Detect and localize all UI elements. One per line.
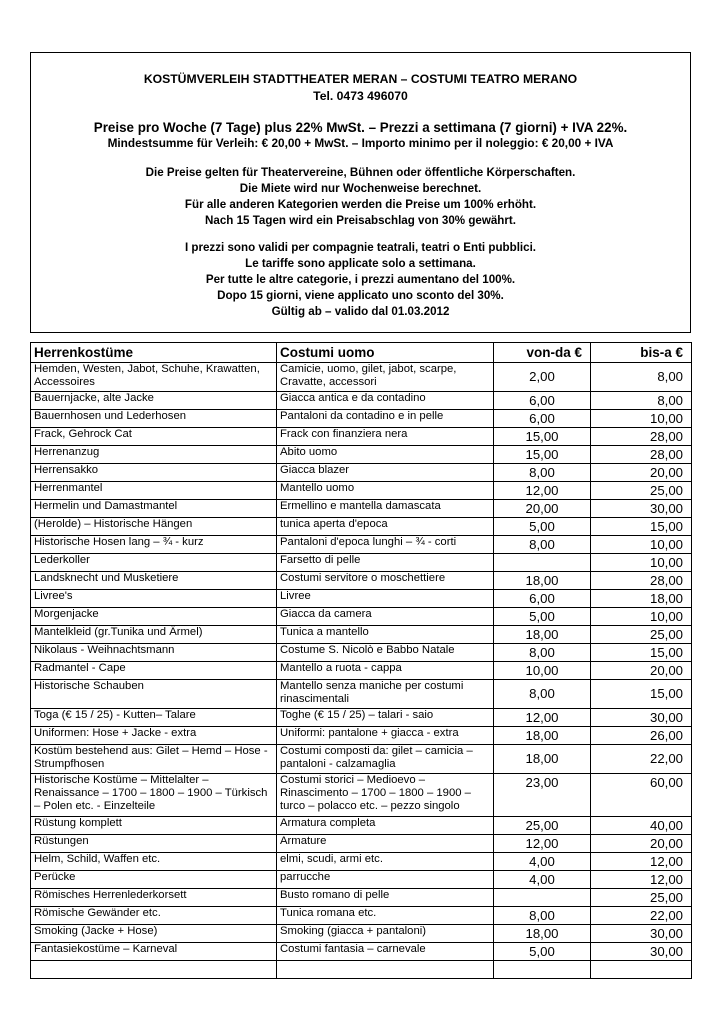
cell-bis-a: 30,00 <box>591 925 692 943</box>
cell-bis-a: 30,00 <box>591 500 692 518</box>
table-row <box>31 644 692 662</box>
cell-bis-a: 20,00 <box>591 464 692 482</box>
cell-italian: parrucche <box>277 871 494 889</box>
cell-german: Smoking (Jacke + Hose) <box>31 925 277 943</box>
cell-german: Römische Gewänder etc. <box>31 907 277 925</box>
cell-german: Rüstung komplett <box>31 817 277 835</box>
cell-von-da: 23,00 <box>494 774 591 817</box>
cell-von-da: 15,00 <box>494 446 591 464</box>
cell-bis-a: 30,00 <box>591 943 692 961</box>
cell-von-da: 20,00 <box>494 500 591 518</box>
cell-italian: Pantaloni da contadino e in pelle <box>277 410 494 428</box>
cell-bis-a: 26,00 <box>591 727 692 745</box>
cell-von-da: 18,00 <box>494 626 591 644</box>
table-header-row <box>31 343 692 363</box>
cell-german: Morgenjacke <box>31 608 277 626</box>
table-row <box>31 662 692 680</box>
cell-german: Herrensakko <box>31 464 277 482</box>
cell-italian: Farsetto di pelle <box>277 554 494 572</box>
cell-von-da: 5,00 <box>494 518 591 536</box>
cell-bis-a: 25,00 <box>591 482 692 500</box>
cell-italian: Costumi servitore o moschettiere <box>277 572 494 590</box>
cell-italian: Uniformi: pantalone + giacca - extra <box>277 727 494 745</box>
cell-von-da: 6,00 <box>494 392 591 410</box>
table-row <box>31 680 692 709</box>
table-row <box>31 774 692 817</box>
cell-bis-a: 60,00 <box>591 774 692 817</box>
cell-bis-a: 28,00 <box>591 446 692 464</box>
table-row <box>31 871 692 889</box>
cell-german: Hermelin und Damastmantel <box>31 500 277 518</box>
cell-italian: Tunica a mantello <box>277 626 494 644</box>
cell-italian: Costumi fantasia – carnevale <box>277 943 494 961</box>
cell-von-da: 4,00 <box>494 871 591 889</box>
italian-note-4: Dopo 15 giorni, viene applicato uno sconto del 30%. <box>217 289 504 302</box>
table-row <box>31 363 692 392</box>
cell-german: Herrenmantel <box>31 482 277 500</box>
cell-german: Livree's <box>31 590 277 608</box>
cell-bis-a: 15,00 <box>591 680 692 709</box>
cell-german <box>31 961 277 979</box>
cell-german: Herrenanzug <box>31 446 277 464</box>
table-row <box>31 817 692 835</box>
cell-italian: Smoking (giacca + pantaloni) <box>277 925 494 943</box>
cell-bis-a: 15,00 <box>591 518 692 536</box>
cell-bis-a: 22,00 <box>591 907 692 925</box>
table-row <box>31 853 692 871</box>
cell-von-da: 6,00 <box>494 410 591 428</box>
cell-von-da: 12,00 <box>494 709 591 727</box>
cell-von-da: 8,00 <box>494 464 591 482</box>
cell-bis-a: 20,00 <box>591 662 692 680</box>
cell-von-da <box>494 554 591 572</box>
german-note-4: Nach 15 Tagen wird ein Preisabschlag von 30% gewährt. <box>205 214 516 227</box>
weekly-price-line: Preise pro Woche (7 Tage) plus 22% MwSt. – Prezzi a settimana (7 giorni) + IVA 22%. <box>93 120 628 135</box>
table-row <box>31 518 692 536</box>
cell-bis-a: 28,00 <box>591 428 692 446</box>
cell-bis-a: 12,00 <box>591 853 692 871</box>
cell-german: Bauernhosen und Lederhosen <box>31 410 277 428</box>
table-row <box>31 410 692 428</box>
cell-italian: Livree <box>277 590 494 608</box>
cell-von-da: 18,00 <box>494 745 591 774</box>
table-row <box>31 943 692 961</box>
table-row <box>31 536 692 554</box>
cell-german: Historische Kostüme – Mittelalter – Renaissance – 1700 – 1800 – 1900 – Türkisch – Polen etc. - Einzelteile <box>31 774 277 817</box>
header-herrenkostume: Herrenkostüme <box>31 343 277 363</box>
table-row <box>31 392 692 410</box>
cell-german: Hemden, Westen, Jabot, Schuhe, Krawatten, Accessoires <box>31 363 277 392</box>
table-row <box>31 572 692 590</box>
cell-bis-a: 25,00 <box>591 889 692 907</box>
cell-german: Historische Schauben <box>31 680 277 709</box>
cell-german: (Herolde) – Historische Hängen <box>31 518 277 536</box>
cell-italian: Costumi storici – Medioevo – Rinascimento – 1700 – 1800 – 1900 – turco – polacco etc. – pezzo singolo <box>277 774 494 817</box>
cell-italian: Armature <box>277 835 494 853</box>
german-note-2: Die Miete wird nur Wochenweise berechnet. <box>239 182 482 195</box>
table-row <box>31 907 692 925</box>
cell-german: Mantelkleid (gr.Tunika und Ärmel) <box>31 626 277 644</box>
cell-von-da: 2,00 <box>494 363 591 392</box>
cell-von-da: 8,00 <box>494 907 591 925</box>
cell-german: Landsknecht und Musketiere <box>31 572 277 590</box>
cell-bis-a: 25,00 <box>591 626 692 644</box>
cell-italian: Mantello senza maniche per costumi rinascimentali <box>277 680 494 709</box>
cell-italian: Mantello a ruota - cappa <box>277 662 494 680</box>
cell-von-da: 8,00 <box>494 644 591 662</box>
cell-bis-a: 10,00 <box>591 608 692 626</box>
cell-von-da: 6,00 <box>494 590 591 608</box>
table-row <box>31 745 692 774</box>
cell-german: Nikolaus - Weihnachtsmann <box>31 644 277 662</box>
cell-italian: Giacca antica e da contadino <box>277 392 494 410</box>
cell-von-da: 18,00 <box>494 727 591 745</box>
cell-von-da: 10,00 <box>494 662 591 680</box>
cell-bis-a: 28,00 <box>591 572 692 590</box>
cell-italian <box>277 961 494 979</box>
cell-bis-a: 10,00 <box>591 554 692 572</box>
german-note-3: Für alle anderen Kategorien werden die Preise um 100% erhöht. <box>184 198 537 211</box>
cell-german: Bauernjacke, alte Jacke <box>31 392 277 410</box>
cell-italian: Abito uomo <box>277 446 494 464</box>
table-row <box>31 961 692 979</box>
header-costumi-uomo: Costumi uomo <box>277 343 494 363</box>
cell-bis-a: 18,00 <box>591 590 692 608</box>
cell-von-da <box>494 961 591 979</box>
cell-von-da: 18,00 <box>494 925 591 943</box>
cell-italian: Busto romano di pelle <box>277 889 494 907</box>
table-row <box>31 727 692 745</box>
cell-von-da: 18,00 <box>494 572 591 590</box>
cell-von-da: 15,00 <box>494 428 591 446</box>
table-row <box>31 554 692 572</box>
cell-von-da: 4,00 <box>494 853 591 871</box>
italian-note-3: Per tutte le altre categorie, i prezzi aumentano del 100%. <box>205 273 516 286</box>
header-bis-a: bis-a € <box>591 343 692 363</box>
table-row <box>31 482 692 500</box>
cell-bis-a: 22,00 <box>591 745 692 774</box>
cell-bis-a: 40,00 <box>591 817 692 835</box>
cell-german: Fantasiekostüme – Karneval <box>31 943 277 961</box>
cell-italian: Armatura completa <box>277 817 494 835</box>
table-row <box>31 626 692 644</box>
cell-bis-a: 8,00 <box>591 392 692 410</box>
cell-bis-a: 12,00 <box>591 871 692 889</box>
cell-italian: Pantaloni d'epoca lunghi – ¾ - corti <box>277 536 494 554</box>
table-row <box>31 500 692 518</box>
german-note-1: Die Preise gelten für Theatervereine, Bühnen oder öffentliche Körperschaften. <box>145 166 576 179</box>
cell-von-da: 8,00 <box>494 680 591 709</box>
theater-title: KOSTÜMVERLEIH STADTTHEATER MERAN – COSTUMI TEATRO MERANO <box>143 72 578 86</box>
cell-bis-a: 30,00 <box>591 709 692 727</box>
cell-von-da <box>494 889 591 907</box>
header-von-da: von-da € <box>494 343 591 363</box>
cell-german: Radmantel - Cape <box>31 662 277 680</box>
table-row <box>31 709 692 727</box>
price-table <box>30 342 692 979</box>
table-row <box>31 889 692 907</box>
cell-italian: Toghe (€ 15 / 25) – talari - saio <box>277 709 494 727</box>
cell-von-da: 8,00 <box>494 536 591 554</box>
price-table-body <box>31 363 692 979</box>
cell-italian: Costumi composti da: gilet – camicia – pantaloni - calzamaglia <box>277 745 494 774</box>
cell-bis-a: 10,00 <box>591 536 692 554</box>
table-row <box>31 925 692 943</box>
table-row <box>31 590 692 608</box>
cell-italian: Costume S. Nicolò e Babbo Natale <box>277 644 494 662</box>
cell-von-da: 25,00 <box>494 817 591 835</box>
cell-german: Helm, Schild, Waffen etc. <box>31 853 277 871</box>
cell-italian: Ermellino e mantella damascata <box>277 500 494 518</box>
cell-german: Perücke <box>31 871 277 889</box>
table-row <box>31 428 692 446</box>
cell-bis-a: 20,00 <box>591 835 692 853</box>
cell-german: Historische Hosen lang – ¾ - kurz <box>31 536 277 554</box>
table-row <box>31 608 692 626</box>
valid-from-line: Gültig ab – valido dal 01.03.2012 <box>271 305 450 318</box>
cell-italian: Giacca da camera <box>277 608 494 626</box>
cell-italian: Tunica romana etc. <box>277 907 494 925</box>
italian-note-1: I prezzi sono validi per compagnie teatrali, teatri o Enti pubblici. <box>184 241 537 254</box>
table-row <box>31 446 692 464</box>
cell-italian: Mantello uomo <box>277 482 494 500</box>
cell-italian: elmi, scudi, armi etc. <box>277 853 494 871</box>
cell-italian: Frack con finanziera nera <box>277 428 494 446</box>
cell-german: Rüstungen <box>31 835 277 853</box>
cell-italian: Giacca blazer <box>277 464 494 482</box>
cell-von-da: 5,00 <box>494 608 591 626</box>
cell-italian: Camicie, uomo, gilet, jabot, scarpe, Cravatte, accessori <box>277 363 494 392</box>
cell-german: Lederkoller <box>31 554 277 572</box>
cell-bis-a <box>591 961 692 979</box>
cell-german: Uniformen: Hose + Jacke - extra <box>31 727 277 745</box>
cell-german: Frack, Gehrock Cat <box>31 428 277 446</box>
cell-bis-a: 8,00 <box>591 363 692 392</box>
cell-von-da: 5,00 <box>494 943 591 961</box>
cell-von-da: 12,00 <box>494 835 591 853</box>
cell-bis-a: 10,00 <box>591 410 692 428</box>
cell-italian: tunica aperta d'epoca <box>277 518 494 536</box>
table-row <box>31 464 692 482</box>
cell-german: Kostüm bestehend aus: Gilet – Hemd – Hose - Strumpfhosen <box>31 745 277 774</box>
phone-number: Tel. 0473 496070 <box>313 89 408 103</box>
cell-von-da: 12,00 <box>494 482 591 500</box>
italian-note-2: Le tariffe sono applicate solo a settimana. <box>245 257 476 270</box>
table-row <box>31 835 692 853</box>
cell-german: Römisches Herrenlederkorsett <box>31 889 277 907</box>
price-notice-box <box>30 52 691 333</box>
cell-german: Toga (€ 15 / 25) - Kutten– Talare <box>31 709 277 727</box>
cell-bis-a: 15,00 <box>591 644 692 662</box>
minimum-amount-line: Mindestsumme für Verleih: € 20,00 + MwSt. – Importo minimo per il noleggio: € 20,00 + IVA <box>107 136 614 150</box>
